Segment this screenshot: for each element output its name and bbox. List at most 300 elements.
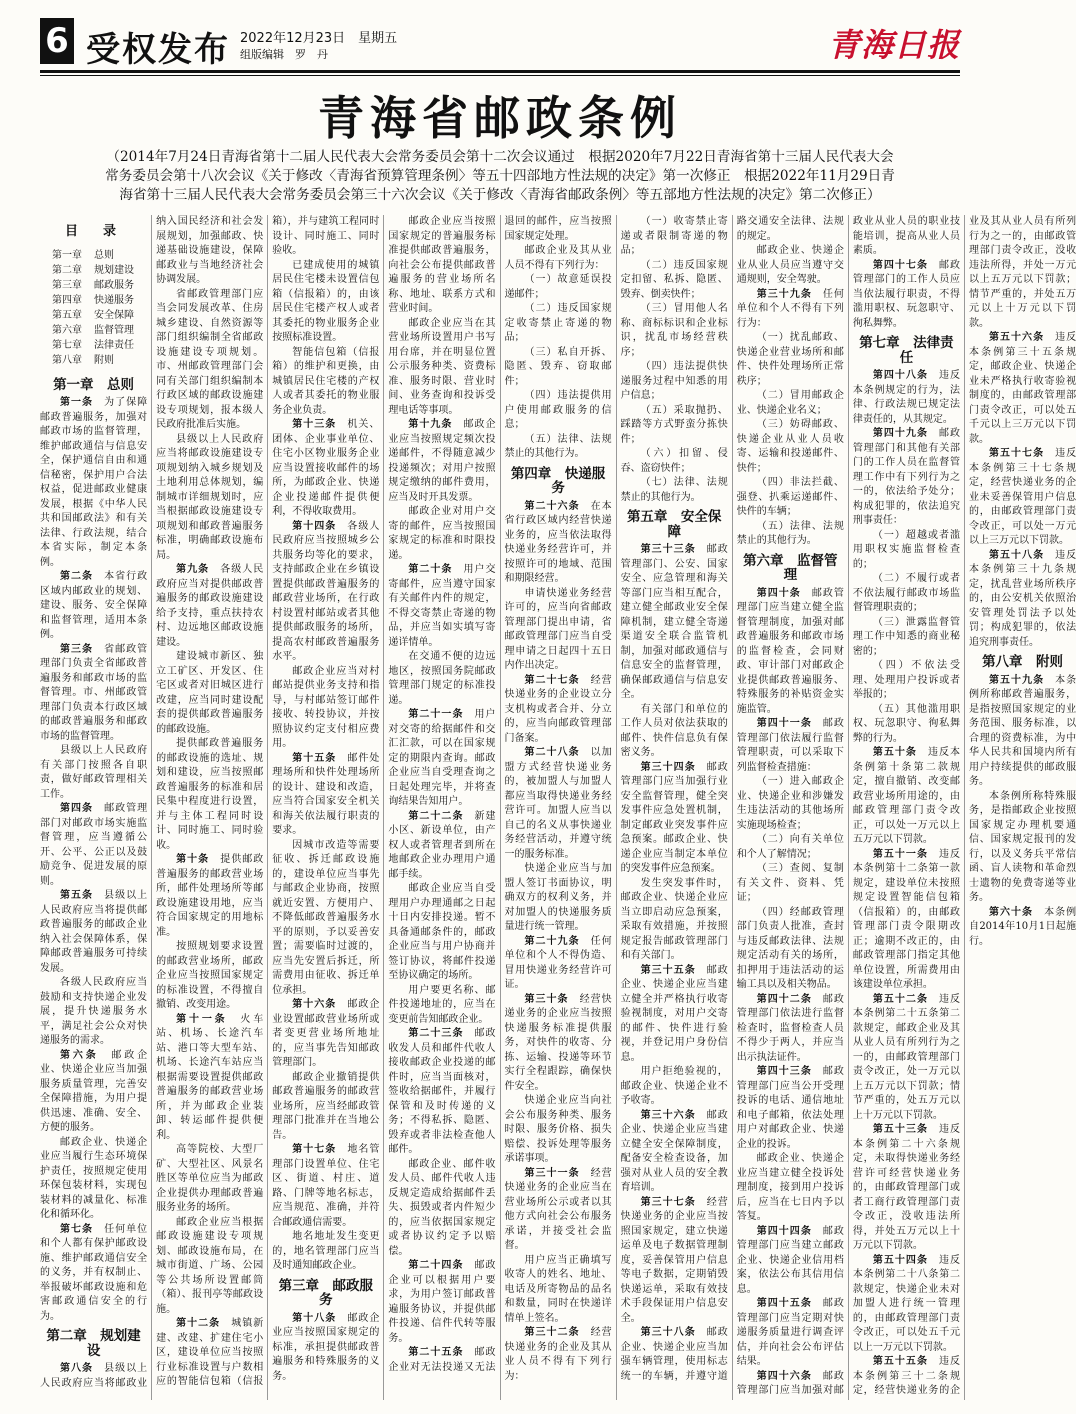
- article-text: 快递企业应当向社会公布服务种类、服务时限、服务价格、损失赔偿、投诉处理等服务承诺事项。: [504, 1095, 612, 1164]
- article-paragraph: [853, 848, 960, 993]
- toc-chapter-name: 监督管理: [94, 324, 134, 336]
- article-paragraph: [853, 1254, 960, 1356]
- chapter-heading: 第八章 附则: [982, 654, 1064, 670]
- article-paragraph: [40, 802, 147, 889]
- article-paragraph: [737, 288, 844, 332]
- article-paragraph: [505, 389, 612, 433]
- article-text: 邮政管理部门依法进行监督检查时，监督检查人员不得少于两人，并应当出示执法证件。: [736, 993, 844, 1063]
- article-text: （五）法律、法规禁止的其他行为。: [504, 433, 612, 459]
- article-paragraph: [737, 587, 844, 718]
- article-paragraph: [505, 1167, 612, 1254]
- article-text: 邮政企业应当对村邮站提供业务支持和指导，与村邮站签订邮件接收、转投协议，并按照协议约定支付相应费用。: [272, 665, 380, 749]
- article-paragraph: [156, 1013, 263, 1144]
- article-text: 经营快递业务的企业应当按照快递服务标准提供服务，对快件的收寄、分拣、运输、投递等环节实行全程跟踪，确保快件安全。: [504, 993, 612, 1092]
- article-paragraph: [505, 1326, 612, 1384]
- article-paragraph: [388, 1158, 495, 1260]
- article-text: （六）扣留、侵吞、盗窃快件；: [620, 448, 728, 474]
- article-text: 在本省行政区域内经营快递业务的，应当依法取得快递业务经营许可，并按照许可的地域、范围和期限经营。: [504, 500, 612, 584]
- article-text: 快递企业应当与加盟人签订书面协议，明确双方的权利义务，并对加盟人的快递服务质量进行统一管理。: [504, 863, 612, 932]
- chapter-heading: 第七章 法律责任: [859, 335, 954, 366]
- article-text: 经营快递业务的企业应当在营业场所公示或者以其他方式向社会公布服务承诺，并接受社会监督。: [504, 1167, 612, 1251]
- article-text: 邮政企业对用户交寄的邮件，应当按照国家规定的标准和时限投递。: [388, 506, 496, 561]
- article-paragraph: [737, 833, 844, 862]
- chapter-heading: 第三章 邮政服务: [278, 1277, 374, 1308]
- toc-chapter-number: 第四章: [52, 294, 82, 306]
- article-text: 按照规划要求设置的邮政营业场所，邮政企业应当按照国家规定的标准设置，不得擅自撤销、改变用途。: [156, 941, 264, 1010]
- article-paragraph: [853, 659, 960, 703]
- article-paragraph: [621, 1065, 728, 1109]
- article-paragraph: [388, 810, 495, 883]
- article-paragraph: [272, 1071, 379, 1144]
- article-paragraph: [272, 520, 379, 665]
- article-paragraph: [853, 572, 960, 616]
- article-text: 邮政企业应当自受理用户办理通邮之日起十日内安排投递。暂不具备通邮条件的，邮政企业应当与用户协商并签订协议，将邮件投递至协议确定的场所。: [388, 883, 496, 981]
- article-text: （二）不履行或者不依法履行邮政市场监督管理职责的；: [852, 573, 960, 613]
- toc-chapter-number: 第一章: [52, 249, 82, 261]
- article-text: 邮政管理部门应当公开受理投诉的电话、通信地址和电子邮箱，依法处理用户对邮政企业、快递企业的投诉。: [736, 1066, 844, 1150]
- article-text: 经营快递业务的企业设立分支机构或者合并、分立的，应当向邮政管理部门备案。: [504, 674, 612, 744]
- article-text: （七）法律、法规禁止的其他行为。: [620, 477, 728, 503]
- article-number: 第二十六条: [524, 500, 580, 512]
- article-text: 地名地址发生变更的，地名管理部门应当及时通知邮政企业。: [272, 1231, 380, 1271]
- toc-chapter-number: 第二章: [52, 264, 82, 276]
- article-paragraph: [272, 665, 379, 752]
- article-text: 因城市改造等需要征收、拆迁邮政设施的，建设单位应当事先与邮政企业协商，按照就近安置、方便用户、不降低邮政普遍服务水平的原则，予以妥善安置；需要临时过渡的，应当先安置后拆迁，所需费用由征收、拆迁单位承担。: [272, 839, 380, 996]
- article-text: 各级人民政府应当按照城乡公共服务均等化的要求，支持邮政企业在乡镇设置提供邮政普遍服务的邮政营业场所，在行政村设置村邮站或者其他提供邮政服务的场所，提高农村邮政普遍服务水平。: [272, 520, 380, 662]
- article-number: 第三十四条: [640, 761, 696, 773]
- article-number: 第八条: [60, 1363, 94, 1374]
- header-rule-thin: [40, 75, 960, 76]
- article-preamble: （2014年7月24日青海省第十二届人民代表大会常务委员会第十二次会议通过 根据2020年7月22日青海省第十三届人民代表大会常务委员会第十八次会议《关于修改〈青海省预算管理条例〉等五十四部地方性法规的决定》第一次修正 根据2022年11月29日青海省第十三届人民代表大会常务委员会第三十六次会议《关于修改〈青海省邮政条例〉等五部地方性法规的决定》第二次修正）: [105, 149, 895, 203]
- article-number: 第六条: [60, 1049, 99, 1061]
- article-paragraph: [969, 790, 1076, 906]
- article-paragraph: [737, 520, 844, 549]
- article-text: （五）采取抛扔、踩踏等方式野蛮分拣快件；: [620, 404, 728, 445]
- article-text: （一）收寄禁止寄递或者限制寄递的物品；: [620, 216, 728, 256]
- article-text: （三）冒用他人名称、商标标识和企业标识，扰乱市场经营秩序；: [620, 303, 728, 358]
- article-paragraph: [40, 1223, 147, 1325]
- article-paragraph: [505, 500, 612, 587]
- article-paragraph: [272, 1143, 379, 1230]
- article-number: 第十九条: [408, 419, 453, 430]
- article-paragraph: [737, 476, 844, 520]
- article-text: 邮政企业、快递企业应当建立健全并严格执行收寄验视制度，对用户交寄的邮件、快件进行验视，并登记用户身份信息。: [620, 964, 728, 1063]
- article-text: 本省行政区域内邮政业的规划、建设、服务、安全保障和监督管理，适用本条例。: [40, 571, 148, 640]
- chapter-heading: 第五章 安全保障: [626, 509, 722, 540]
- article-text: 智能信包箱（信报箱）的维护和更换，由城镇居民住宅楼的产权人或者其委托的物业服务企业负责。: [272, 346, 380, 416]
- article-paragraph: [505, 273, 612, 302]
- article-number: 第二十一条: [408, 709, 464, 720]
- article-paragraph: [388, 1027, 495, 1158]
- article-number: 第二十三条: [408, 1028, 464, 1039]
- toc-chapter-number: 第七章: [52, 339, 82, 351]
- article-paragraph: [156, 737, 263, 853]
- article-paragraph: [621, 259, 728, 303]
- toc-item: [52, 353, 147, 368]
- article-text: 违反本条例第二十五条第二款规定，邮政企业及其从业人员有所列行为之一的，由邮政管理部门责令改正，处一万元以上五万元以下罚款；情节严重的，处五万元以上十万元以下罚款。: [852, 993, 961, 1121]
- article-number: 第四十四条: [756, 1225, 812, 1237]
- article-paragraph: [156, 288, 263, 433]
- page-header: [40, 18, 960, 70]
- article-text: 在交通不便的边远地区，按照国务院邮政管理部门规定的标准投递。: [388, 651, 496, 706]
- article-paragraph: [272, 839, 379, 999]
- article-paragraph: [388, 317, 495, 419]
- article-text: 提供邮政普遍服务的邮政设施的选址、规划和建设，应当按照邮政普遍服务的标准和居民集中程度进行设置，并与主体工程同时设计、同时施工、同时验收。: [156, 738, 264, 851]
- article-text: 高等院校、大型厂矿、大型社区、风景名胜区等单位应当为邮政企业提供办理邮政普遍服务业务的场所。: [156, 1144, 264, 1213]
- article-number: 第四十六条: [756, 1370, 812, 1382]
- article-paragraph: [505, 587, 612, 674]
- article-number: 第二条: [60, 571, 94, 582]
- toc-chapter-number: 第八章: [52, 354, 82, 366]
- article-text: 邮政企业撤销提供邮政普遍服务的邮政营业场所，应当经邮政管理部门批准并在当地公告。: [272, 1071, 380, 1141]
- article-text: 违反本条例第二十六条规定，未取得快递业务经营许可经营快递业务的，由邮政管理部门或者工商行政管理部门责令改正，没收违法所得，并处五万元以上十万元以下罚款。: [852, 1124, 961, 1251]
- article-number: 第十二条: [176, 1318, 221, 1329]
- article-number: 第三十一条: [524, 1167, 580, 1179]
- article-paragraph: [621, 964, 728, 1066]
- article-text: （四）不依法受理、处理用户投诉或者举报的；: [852, 660, 960, 700]
- article-number: 第五十四条: [872, 1254, 928, 1266]
- article-paragraph: [272, 998, 379, 1071]
- article-paragraph: [853, 746, 960, 848]
- article-text: 违反本条例第十条第二款规定，擅自撤销、改变邮政营业场所用途的，由邮政管理部门责令改正，可以处一万元以上五万元以下罚款。: [852, 747, 961, 845]
- article-text: 省邮政管理部门负责全省邮政普遍服务和邮政市场的监督管理。市、州邮政管理部门负责本行政区域的邮政普遍服务和邮政市场的监督管理。: [40, 643, 148, 742]
- article-title: 青海省邮政条例: [318, 91, 682, 145]
- section-title: 受权发布: [86, 30, 230, 70]
- toc-chapter-name: 附则: [94, 354, 114, 366]
- article-text: 县级以上人民政府应当将邮政设施建设专项规划纳入城乡规划及土地利用总体规划，编制城市详细规划时，应当根据邮政设施建设专项规划和邮政普遍服务标准，明确邮政设施布局。: [156, 433, 264, 561]
- article-number: 第四十五条: [756, 1298, 812, 1309]
- article-paragraph: [737, 1225, 844, 1298]
- article-paragraph: [388, 708, 495, 810]
- article-paragraph: [40, 1136, 147, 1223]
- article-paragraph: [505, 1094, 612, 1167]
- article-text: 火车站、机场、长途汽车站、港口等大型车站、机场、长途汽车站应当根据需要设置提供邮政普遍服务的邮政营业场所，并为邮政企业装卸、转运邮件提供便利。: [156, 1013, 264, 1141]
- article-paragraph: [156, 650, 263, 737]
- article-number: 第十三条: [292, 419, 337, 430]
- article-text: 机关、团体、企业事业单位、住宅小区物业服务企业应当设置接收邮件的场所，为邮政企业、快递企业投递邮件提供便利，不得收取费用。: [272, 419, 380, 517]
- article-number: 第五十八条: [989, 549, 1045, 561]
- toc-chapter-number: 第三章: [52, 279, 82, 291]
- article-text: 新建小区、新设单位，由产权人或者管理者到所在地邮政企业办理用户通邮手续。: [388, 810, 496, 880]
- article-paragraph: [969, 447, 1076, 549]
- article-text: 邮政管理部门应当加强行业安全监督管理，健全突发事件应急处置机制，制定邮政业突发事件应急预案。邮政企业、快递企业应当制定本单位的突发事件应急预案。: [620, 761, 728, 874]
- article-text: 违反本条例第三十二条规定，经营快递业务的企业及其从业人员有所列行为之一的，由邮政管理部门责令改正，没收违法所得，并处一万元以上五万元以下罚款；情节严重的，并处五万元以上十万元以下罚款。: [852, 216, 1076, 1396]
- article-text: 用户要更名称、邮件投递地址的，应当在变更前告知邮政企业。: [388, 984, 496, 1025]
- header-rule: [40, 70, 960, 73]
- article-text: 经营快递业务的企业及其从业人员不得有下列行为：: [504, 1327, 612, 1382]
- article-text: 建设城市新区、独立工矿区、开发区、住宅区或者对旧城区进行改建，应当同时建设配套的提供邮政普遍服务的邮政设施。: [156, 651, 264, 735]
- article-paragraph: [737, 389, 844, 418]
- article-paragraph: [40, 570, 147, 643]
- article-text: 有关部门和单位的工作人员对依法获取的邮件、快件信息负有保密义务。: [620, 703, 728, 758]
- article-paragraph: [505, 862, 612, 935]
- article-text: 邮政管理部门应当定期对快递服务质量进行调查评估，并向社会公布评估结果。: [736, 1298, 844, 1367]
- article-text: 本条例所称特殊服务，是指邮政企业按照国家规定办理机要通信、国家规定报刊的发行，以及义务兵平常信函、盲人读物和革命烈士遗物的免费寄递等业务。: [969, 790, 1076, 903]
- article-text: 邮政企业应当在其营业场所设置用户书写用台席，并在明显位置公示服务种类、资费标准、服务时限、营业时间、业务查询和投诉受理电话等事项。: [388, 317, 496, 416]
- article-text: 违反本条例第十二条第一款规定，建设单位未按照规定设置智能信包箱（信报箱）的，由邮政管理部门责令限期改正；逾期不改正的，由邮政管理部门指定其他单位设置，所需费用由该建设单位承担。: [852, 848, 961, 990]
- article-text: 发生突发事件时，邮政企业、快递企业应当立即启动应急预案，采取有效措施，并按照规定报告邮政管理部门和有关部门。: [620, 877, 728, 961]
- toc-chapter-name: 快递服务: [94, 294, 134, 306]
- article-text: 用户应当正确填写收寄人的姓名、地址、电话及所寄物品的品名和数量，同时在快递详情单上签名。: [504, 1254, 612, 1324]
- page-number: 6: [40, 18, 74, 64]
- article-text: （二）冒用邮政企业、快递企业名义；: [736, 390, 844, 416]
- article-text: 邮政企业、快递企业应当建立健全安全保障制度，配备安全检查设备，加强对从业人员的安全教育培训。: [620, 1109, 728, 1193]
- article-text: 邮政企业、快递企业应当履行生态环境保护责任，按照规定使用环保包装材料，实现包装材料的减量化、标准化和循环化。: [40, 1136, 148, 1220]
- article-text: 邮政企业、快递企业从业人员应当遵守交通规则，安全驾驶。: [736, 245, 844, 285]
- article-paragraph: [388, 215, 495, 317]
- article-number: 第五十条: [872, 747, 917, 758]
- toc-item: [52, 338, 147, 353]
- article-text: 用户交寄邮件，应当遵守国家有关邮件内件的规定，不得交寄禁止寄递的物品，并应当如实填写寄递详情单。: [388, 564, 496, 648]
- article-text: 省邮政管理部门应当会同发展改革、住房城乡建设、自然资源等部门组织编制全省邮政设施建设专项规划。市、州邮政管理部门会同有关部门组织编制本行政区域的邮政设施建设专项规划，报本级人民政府批准后实施。: [156, 288, 264, 430]
- article-text: （二）向有关单位和个人了解情况；: [736, 834, 844, 860]
- article-number: 第四十条: [756, 587, 801, 599]
- article-paragraph: [272, 346, 379, 419]
- article-text: 邮政企业应当根据邮政设施建设专项规划、邮政设施布局，在城市街道、广场、公园等公共场所设置邮筒（箱）、报刊亭等邮政设施。: [156, 1216, 264, 1315]
- article-text: 地名管理部门设置单位、住宅区、街道、村庄、道路、门牌等地名标志，应当规范、准确，并符合邮政通信需要。: [272, 1144, 380, 1228]
- article-text: 任何单位和个人都有保护邮政设施、维护邮政通信安全的义务，并有权制止、举报破坏邮政设施和危害邮政通信安全的行为。: [40, 1223, 148, 1322]
- article-text: （一）进入邮政企业、快递企业和涉嫌发生违法活动的其他场所实施现场检查；: [736, 776, 844, 831]
- article-number: 第五十九条: [989, 674, 1045, 686]
- article-paragraph: [272, 259, 379, 346]
- article-paragraph: [853, 703, 960, 747]
- article-text: （一）超越或者滥用职权实施监督检查的；: [852, 529, 960, 570]
- article-number: 第四十二条: [756, 993, 812, 1005]
- article-paragraph: [388, 882, 495, 984]
- toc-chapter-name: 邮政服务: [94, 279, 134, 291]
- article-number: 第五十五条: [872, 1356, 928, 1367]
- article-number: 第三十五条: [640, 964, 696, 976]
- article-number: 第三十七条: [640, 1196, 696, 1208]
- article-paragraph: [156, 940, 263, 1013]
- toc-item: [52, 293, 147, 308]
- article-text: 违反本条例第三十七条规定，经营快递业务的企业未妥善保管用户信息的，由邮政管理部门责令改正，可以处一万元以上三万元以下罚款。: [969, 448, 1076, 546]
- article-paragraph: [737, 331, 844, 389]
- article-text: 用户对交寄的给据邮件和交汇汇款，可以在国家规定的期限内查询。邮政企业应当自受理查询之日起处理完毕，并将查询结果告知用户。: [388, 709, 496, 807]
- article-number: 第十五条: [292, 752, 337, 764]
- article-paragraph: [621, 302, 728, 360]
- article-paragraph: [272, 1312, 379, 1385]
- article-paragraph: [388, 505, 495, 563]
- article-paragraph: [388, 418, 495, 505]
- article-paragraph: [853, 529, 960, 573]
- article-paragraph: [621, 1109, 728, 1196]
- toc-chapter-number: 第六章: [52, 324, 82, 336]
- article-number: 第十六条: [292, 999, 337, 1010]
- article-text: 邮政企业对无法投递又无法退回的邮件，应当按照国家规定处理。: [388, 216, 612, 1373]
- article-text: 邮政企业应当按照规定频次投递邮件，不得随意减少投递频次；对用户按照规定缴纳的邮件费用，应当及时开具发票。: [388, 419, 496, 503]
- article-paragraph: [388, 563, 495, 650]
- article-number: 第四十八条: [872, 370, 928, 381]
- article-text: 违反本条例第三十五条规定，邮政企业、快递企业未严格执行收寄验视制度的，由邮政管理部门责令改正，可以处五千元以上三万元以下罚款。: [969, 332, 1076, 445]
- article-paragraph: [621, 543, 728, 703]
- article-text: 任何单位和个人不得有下列行为：: [736, 288, 844, 329]
- article-paragraph: [853, 993, 960, 1124]
- article-number: 第三十八条: [640, 1327, 696, 1338]
- article-number: 第五十七条: [989, 448, 1045, 459]
- article-paragraph: [388, 650, 495, 708]
- article-text: 提供邮政普遍服务的邮政营业场所，邮件处理场所等邮政设施建设用地，应当符合国家规定的用地标准。: [156, 854, 264, 938]
- article-paragraph: [621, 447, 728, 476]
- table-of-contents: [52, 248, 147, 368]
- article-paragraph: [272, 1230, 379, 1274]
- article-paragraph: [156, 563, 263, 650]
- article-paragraph: [737, 862, 844, 906]
- article-text: （四）违法提供用户使用邮政服务的信息；: [504, 390, 612, 430]
- article-number: 第九条: [176, 564, 210, 575]
- article-text: 邮政企业可以根据用户要求，为用户签订邮政普遍服务协议，并提供邮件投递、信件代转等服务。: [388, 1260, 496, 1344]
- article-paragraph: [737, 775, 844, 833]
- article-paragraph: [737, 244, 844, 288]
- article-text: 任何单位和个人不得伪造、冒用快递业务经营许可证。: [504, 935, 612, 990]
- article-text: （三）私自开拆、隐匿、毁弃、窃取邮件；: [504, 346, 612, 387]
- article-text: （四）违法提供快递服务过程中知悉的用户信息；: [620, 361, 728, 401]
- article-paragraph: [505, 346, 612, 390]
- chapter-heading: 第四章 快递服务: [510, 465, 606, 496]
- article-text: 用户拒绝验视的，邮政企业、快递企业不予收寄。: [620, 1066, 728, 1106]
- article-number: 第三条: [60, 643, 94, 655]
- article-body: [40, 215, 1076, 1400]
- article-paragraph: [737, 906, 844, 993]
- article-text: （五）其他滥用职权、玩忽职守、徇私舞弊的行为。: [852, 703, 960, 744]
- article-paragraph: [969, 331, 1076, 447]
- article-number: 第六十条: [989, 906, 1034, 918]
- toc-item: [52, 308, 147, 323]
- article-text: 城镇新建、改建、扩建住宅小区，建设单位应当按照行业标准设置与户数相应的智能信包箱（信报箱），并与建筑工程同时设计、同时施工、同时验收。: [156, 216, 380, 1387]
- article-paragraph: [505, 935, 612, 993]
- article-text: （三）妨碍邮政、快递企业从业人员收寄、运输和投递邮件、快件；: [736, 419, 844, 474]
- newspaper-masthead-logo: 青海日报: [827, 26, 960, 64]
- article-paragraph: [505, 302, 612, 346]
- article-paragraph: [505, 433, 612, 462]
- article-paragraph: [737, 1152, 844, 1225]
- article-paragraph: [505, 244, 612, 273]
- article-text: 邮政管理部门依法履行监督管理职责，可以采取下列监督检查措施：: [736, 718, 844, 773]
- article-paragraph: [621, 877, 728, 964]
- article-text: 县级以上人民政府有关部门按照各自职责，做好邮政管理相关工作。: [40, 745, 148, 800]
- article-text: （三）泄露监督管理工作中知悉的商业秘密的；: [852, 616, 960, 657]
- article-paragraph: [737, 418, 844, 476]
- article-text: 邮政管理部门应当建立邮政企业、快递企业信用档案，依法公布其信用信息。: [736, 1225, 844, 1295]
- article-number: 第三十二条: [524, 1327, 580, 1338]
- article-paragraph: [969, 549, 1076, 651]
- article-number: 第五十三条: [872, 1124, 928, 1135]
- article-text: 各级人民政府应当鼓励和支持快递企业发展，提升快递服务水平，满足社会公众对快递服务的需求。: [40, 977, 148, 1046]
- article-paragraph: [853, 616, 960, 660]
- article-paragraph: [621, 476, 728, 505]
- article-number: 第二十九条: [524, 935, 580, 947]
- article-paragraph: [40, 1049, 147, 1136]
- article-paragraph: [621, 215, 728, 259]
- article-number: 第三十条: [524, 993, 569, 1005]
- article-text: 邮政企业、快递企业应当加强车辆管理，使用标志统一的车辆，并遵守道路交通安全法律、法规的规定。: [620, 216, 844, 1382]
- article-number: 第五条: [60, 890, 94, 901]
- article-paragraph: [156, 853, 263, 940]
- article-paragraph: [969, 906, 1076, 950]
- article-paragraph: [388, 984, 495, 1028]
- article-text: 邮政企业、邮件收发人员、邮件代收人违反规定造成给据邮件丢失、损毁或者内件短少的，应当依据国家规定或者协议约定予以赔偿。: [388, 1158, 496, 1257]
- article-text: 邮政管理部门对邮政市场实施监督管理，应当遵循公开、公平、公正以及鼓励竞争、促进发展的原则。: [40, 803, 148, 887]
- article-number: 第三十六条: [640, 1109, 696, 1121]
- article-number: 第五十二条: [872, 993, 928, 1005]
- article-number: 第十八条: [292, 1312, 337, 1324]
- article-number: 第四十一条: [756, 718, 812, 729]
- article-paragraph: [40, 396, 147, 570]
- article-number: 第十条: [176, 854, 210, 865]
- article-paragraph: [505, 1254, 612, 1327]
- article-text: 各级人民政府应当对提供邮政普遍服务的邮政设施建设给予支持，重点扶持农村、边远地区邮政设施建设。: [156, 564, 264, 648]
- article-paragraph: [156, 433, 263, 564]
- article-paragraph: [621, 703, 728, 761]
- article-number: 第四十七条: [872, 259, 928, 271]
- article-number: 第十七条: [292, 1144, 337, 1155]
- article-number: 第二十四条: [408, 1260, 464, 1271]
- article-text: 邮政收发人员和邮件代收人接收邮政企业投递的邮件时，应当当面核对，签收给据邮件，并履行保管和及时传递的义务；不得私拆、隐匿、毁弃或者非法检查他人邮件。: [388, 1028, 496, 1155]
- toc-title: 目 录: [65, 224, 123, 239]
- article-paragraph: [621, 1196, 728, 1327]
- article-paragraph: [737, 993, 844, 1066]
- article-text: 邮政管理部门应当加强对邮政业从业人员的职业技能培训，提高从业人员素质。: [736, 216, 960, 1396]
- article-text: 邮政企业、快递企业应当加强服务质量管理，完善安全保障措施，为用户提供迅速、准确、安全、方便的服务。: [40, 1049, 148, 1133]
- article-text: 邮政企业、快递企业应当建立健全投诉处理制度，接到用户投诉后，应当在七日内予以答复。: [736, 1153, 844, 1222]
- article-text: 邮政管理部门和其他有关部门的工作人员在监督管理工作中有下列行为之一的，依法给予处分；构成犯罪的，依法追究刑事责任：: [852, 428, 961, 526]
- article-paragraph: [969, 674, 1076, 790]
- article-text: 违反本条例规定的行为，法律、行政法规已规定法律责任的，从其规定。: [852, 370, 961, 425]
- date-line: 2022年12月23日 星期五: [240, 31, 398, 46]
- article-text: 为了保障邮政普遍服务，加强对邮政市场的监督管理，维护邮政通信与信息安全，保护通信自由和通信秘密，保护用户合法权益，促进邮政业健康发展，根据《中华人民共和国邮政法》和有关法律、行政法规，结合本省实际，制定本条例。: [40, 397, 148, 568]
- article-paragraph: [40, 889, 147, 976]
- toc-chapter-name: 总则: [94, 249, 114, 261]
- article-text: （二）违反国家规定收寄禁止寄递的物品；: [504, 303, 612, 343]
- article-text: 邮政企业应当按照国家规定的标准，承担提供邮政普遍服务和特殊服务的义务。: [272, 1312, 380, 1382]
- article-paragraph: [156, 1216, 263, 1318]
- chapter-heading: 第二章 规划建设: [46, 1328, 141, 1359]
- article-number: 第五十六条: [989, 332, 1045, 343]
- article-number: 第四条: [60, 803, 94, 814]
- article-paragraph: [505, 993, 612, 1095]
- article-text: （一）故意延误投递邮件；: [504, 274, 612, 300]
- article-paragraph: [40, 643, 147, 745]
- article-text: 经营快递业务的企业应当按照国家规定，建立快递运单及电子数据管理制度，妥善保管用户信息等电子数据，定期销毁快递运单，采取有效技术手段保证用户信息安全。: [620, 1196, 728, 1324]
- article-number: 第二十条: [408, 564, 453, 575]
- article-number: 第二十二条: [408, 810, 464, 822]
- editor-line: 组版编辑 罗 丹: [240, 48, 328, 61]
- article-text: （四）经邮政管理部门负责人批准，查封与违反邮政法律、法规规定活动有关的场所，扣押用于违法活动的运输工具以及相关物品。: [736, 906, 844, 990]
- article-text: 邮政管理部门应当建立健全监督管理制度，加强对邮政普遍服务和邮政市场的监督检查，会同财政、审计部门对邮政企业提供邮政普遍服务、特殊服务的补贴资金实施监管。: [736, 587, 844, 715]
- article-text: （五）法律、法规禁止的其他行为。: [736, 520, 844, 546]
- article-text: 邮政企业设置邮政营业场所或者变更营业场所地址的，应当事先告知邮政管理部门。: [272, 999, 380, 1068]
- article-text: 县级以上人民政府应当将提供邮政普遍服务的邮政企业纳入社会保障体系，保障邮政普遍服务可持续发展。: [40, 890, 148, 974]
- article-paragraph: [272, 418, 379, 520]
- article-number: 第三十九条: [756, 288, 812, 300]
- article-text: （三）查阅、复制有关文件、资料、凭证；: [736, 863, 844, 903]
- article-text: 申请快递业务经营许可的，应当向省邮政管理部门提出申请，省邮政管理部门应当自受理申请之日起四十五日内作出决定。: [504, 587, 612, 671]
- article-text: （二）违反国家规定扣留、私拆、隐匿、毁弃、倒卖快件；: [620, 259, 728, 300]
- article-paragraph: [853, 1123, 960, 1254]
- article-paragraph: [40, 744, 147, 802]
- article-paragraph: [621, 404, 728, 448]
- article-text: 县级以上人民政府应当将邮政业纳入国民经济和社会发展规划，加强邮政、快递基础设施建设，保障邮政业与当地经济社会协调发展。: [40, 216, 264, 1389]
- toc-item: [52, 278, 147, 293]
- article-number: 第五十一条: [872, 848, 928, 860]
- article-text: 以加盟方式经营快递业务的，被加盟人与加盟人都应当取得快递业务经营许可。加盟人应当以自己的名义从事快递业务经营活动，并遵守统一的服务标准。: [504, 747, 612, 860]
- article-text: 本条例自2014年10月1日起施行。: [969, 906, 1076, 947]
- article-paragraph: [505, 746, 612, 862]
- article-text: （四）非法拦截、强登、扒乘运递邮件、快件的车辆；: [736, 477, 844, 517]
- chapter-heading: 第一章 总则: [53, 376, 135, 393]
- toc-item: [52, 323, 147, 338]
- article-paragraph: [737, 717, 844, 775]
